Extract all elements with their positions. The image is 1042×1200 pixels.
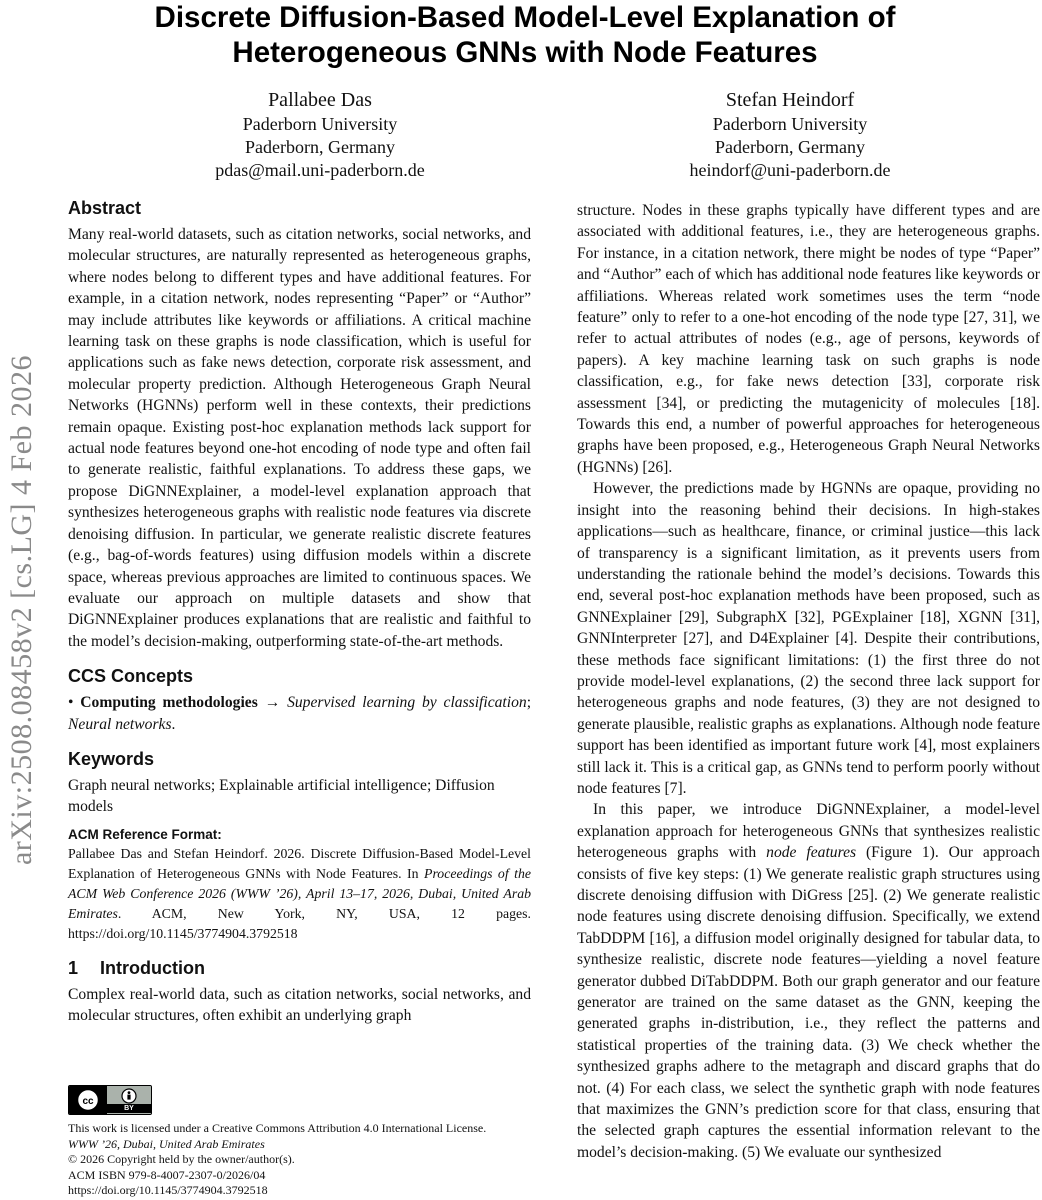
abstract-text: Many real-world datasets, such as citation networks, social networks, and molecular structures, are naturally represented as heterogeneous graphs, where nodes belong to different types and have additional features. For example, in a citation network, nodes representing “Paper” or “Author” may include attributes like keywords or affiliations. A critical machine learning task on these graphs is node classification, which is useful for applications such as fake news detection, corporate risk assessment, and molecular property prediction. Although Heterogeneous Graph Neural Networks (HGNNs) perform well in these contexts, their predictions remain opaque. Existing post-hoc explanation methods lack support for actual node features beyond one-hot encoding of node type and often fail to generate realistic, faithful explanations. To address these gaps, we propose DiGNNExplainer, a model-level explanation approach that synthesizes heterogeneous graphs with realistic node features via discrete denoising diffusion. In particular, we generate realistic discrete features (e.g., bag-of-words features) using diffusion models within a discrete space, whereas previous approaches are limited to continuous spaces. We evaluate our approach on multiple datasets and show that DiGNNExplainer produces explanations that are realistic and faithful to the model’s decision-making, outperforming state-of-the-art methods.: [68, 226, 531, 650]
abstract-heading: Abstract: [68, 198, 142, 218]
copyright-line: © 2026 Copyright held by the owner/author(s).: [68, 1152, 295, 1166]
acm-ref-venue: Proceedings of the ACM Web Conference 2026 (WWW ’26), April 13–17, 2026, Dubai, United Arab Emirates: [68, 865, 531, 921]
arxiv-identifier: [0, 260, 44, 960]
intro-paragraph-3: [577, 799, 1040, 1163]
ccs-bullet: •: [68, 694, 81, 712]
ccs-separator: ;: [526, 694, 532, 712]
acm-ref-part-2: . ACM, New York, NY, USA, 12 pages. https://doi.org/10.1145/3774904.3792518: [68, 905, 531, 941]
by-label: BY: [107, 1104, 151, 1113]
acm-reference-heading: ACM Reference Format:: [68, 826, 222, 842]
cc-icon: [69, 1086, 107, 1114]
section-number: 1: [68, 957, 79, 978]
author-name: Pallabee Das: [268, 89, 372, 111]
by-icon: [107, 1086, 151, 1114]
introduction-text-left: Complex real-world data, such as citation networks, social networks, and molecular structures, often exhibit an underlying graph: [68, 985, 531, 1025]
acm-ref-part-1: Pallabee Das and Stefan Heindorf. 2026. Discrete Diffusion-Based Model-Level Explanation of Heterogeneous GNNs with Node Features. In: [68, 845, 531, 881]
license-text: [68, 1121, 531, 1199]
arxiv-identifier-text: arXiv:2508.08458v2 [cs.LG] 4 Feb 2026: [5, 354, 38, 866]
ccs-arrow: →: [257, 694, 288, 712]
ccs-concepts: [68, 692, 531, 735]
intro-p3-part-1: In this paper, we introduce DiGNNExplainer, a model-level explanation approach for heterogeneous GNNs that synthesizes realistic heterogeneous graphs with: [577, 801, 1040, 862]
intro-paragraph-1: structure. Nodes in these graphs typically have different types and are associated with additional features, i.e., they are heterogeneous graphs. For instance, in a citation network, there might be nodes of type “Paper” and “Author” each of which has additional node features like keywords or affiliations. Whereas related work sometimes uses the term “node feature” only to refer to a one-hot encoding of the node type [27, 31], we refer to actual attributes of nodes (e.g., age of persons, keywords of papers). A key machine learning task on such graphs is node classification, e.g., for fake news detection [33], corporate risk assessment [34], or predicting the mutagenicity of molecules [18]. Towards this end, a number of powerful approaches for heterogeneous graphs have been proposed, e.g., Heterogeneous Graph Neural Networks (HGNNs) [26].: [577, 202, 1040, 476]
isbn-line: ACM ISBN 979-8-4007-2307-0/2026/04: [68, 1167, 266, 1182]
ccs-heading: CCS Concepts: [68, 666, 194, 687]
title-line-1: Discrete Diffusion-Based Model-Level Explanation of: [154, 1, 896, 34]
intro-p3-part-2: (Figure 1). Our approach consists of five key steps: (1) We generate realistic graph structures using discrete denoising diffusion with DiGress [25]. (2) We generate realistic node features using discrete denoising diffusion. Specifically, we extend TabDDPM [16], a diffusion model originally designed for tabular data, to synthesize realistic, discrete node features—yielding a novel feature generator dubbed DiTabDDPM. Both our graph generator and our feature generator are trained on the same dataset as the GNN, keeping the generated graphs in-distribution, i.e., they reflect the patterns and statistical properties of the training data. (3) We check whether the synthesized graphs adhere to the metagraph and discard graphs that do not. (4) For each class, we select the synthetic graph with node features that maximizes the GNN’s prediction score for that class, ensuring that the selected graph captures the essential information relevant to the model’s decision-making. (5) We evaluate our synthesized: [577, 844, 1040, 1161]
author-affiliation: Paderborn University: [712, 114, 868, 134]
ccs-end: .: [171, 715, 176, 733]
right-column: [577, 200, 1040, 1163]
doi-link[interactable]: https://doi.org/10.1145/3774904.3792518: [68, 1183, 268, 1197]
author-email[interactable]: heindorf@uni-paderborn.de: [689, 160, 891, 180]
author-email[interactable]: pdas@mail.uni-paderborn.de: [215, 160, 425, 180]
license-statement: This work is licensed under a Creative Commons Attribution 4.0 International License.: [68, 1121, 487, 1135]
conference-venue: WWW ’26, Dubai, United Arab Emirates: [68, 1136, 265, 1151]
author-block-2: [600, 88, 980, 182]
acm-reference-text: [68, 844, 531, 944]
ccs-concept-1: Supervised learning by classification: [287, 694, 527, 712]
keywords-text: Graph neural networks; Explainable artificial intelligence; Diffusion models: [68, 776, 495, 816]
introduction-heading: [68, 956, 531, 980]
license-block: [68, 1085, 531, 1199]
author-block-1: [130, 88, 510, 182]
intro-p3-emphasis: node features: [766, 844, 857, 862]
svg-text:cc: cc: [82, 1096, 94, 1107]
cc-by-badge[interactable]: [68, 1085, 152, 1115]
intro-paragraph-2: However, the predictions made by HGNNs are opaque, providing no insight into the reasoning behind their decisions. In high-stakes applications—such as healthcare, finance, or criminal justice—this lack of transparency is a significant limitation, as it prevents users from understanding the rationale behind the model’s decisions. Towards this end, several post-hoc explanation methods have been proposed, such as GNNExplainer [29], SubgraphX [32], PGExplainer [18], XGNN [31], GNNInterpreter [27], and D4Explainer [4]. Despite their contributions, these methods face significant limitations: (1) the first three do not provide model-level explanations, (2) the second three lack support for heterogeneous graphs and node features, (3) they are not designed to generate plausible, realistic graphs as explanations. Although node feature support has been identified as important future work [4], most explainers still lack it. This is a critical gap, as GNNs tend to perform poorly without node features [7].: [577, 480, 1040, 797]
keywords-heading: Keywords: [68, 748, 155, 769]
author-location: Paderborn, Germany: [715, 137, 865, 157]
author-location: Paderborn, Germany: [245, 137, 395, 157]
author-name: Stefan Heindorf: [725, 89, 855, 111]
ccs-category: Computing methodologies: [80, 694, 258, 712]
author-affiliation: Paderborn University: [242, 114, 398, 134]
paper-title: [80, 0, 970, 70]
title-line-2: Heterogeneous GNNs with Node Features: [232, 36, 818, 69]
left-column: [68, 196, 531, 1027]
ccs-concept-2: Neural networks: [68, 715, 172, 733]
section-title: Introduction: [100, 957, 205, 978]
